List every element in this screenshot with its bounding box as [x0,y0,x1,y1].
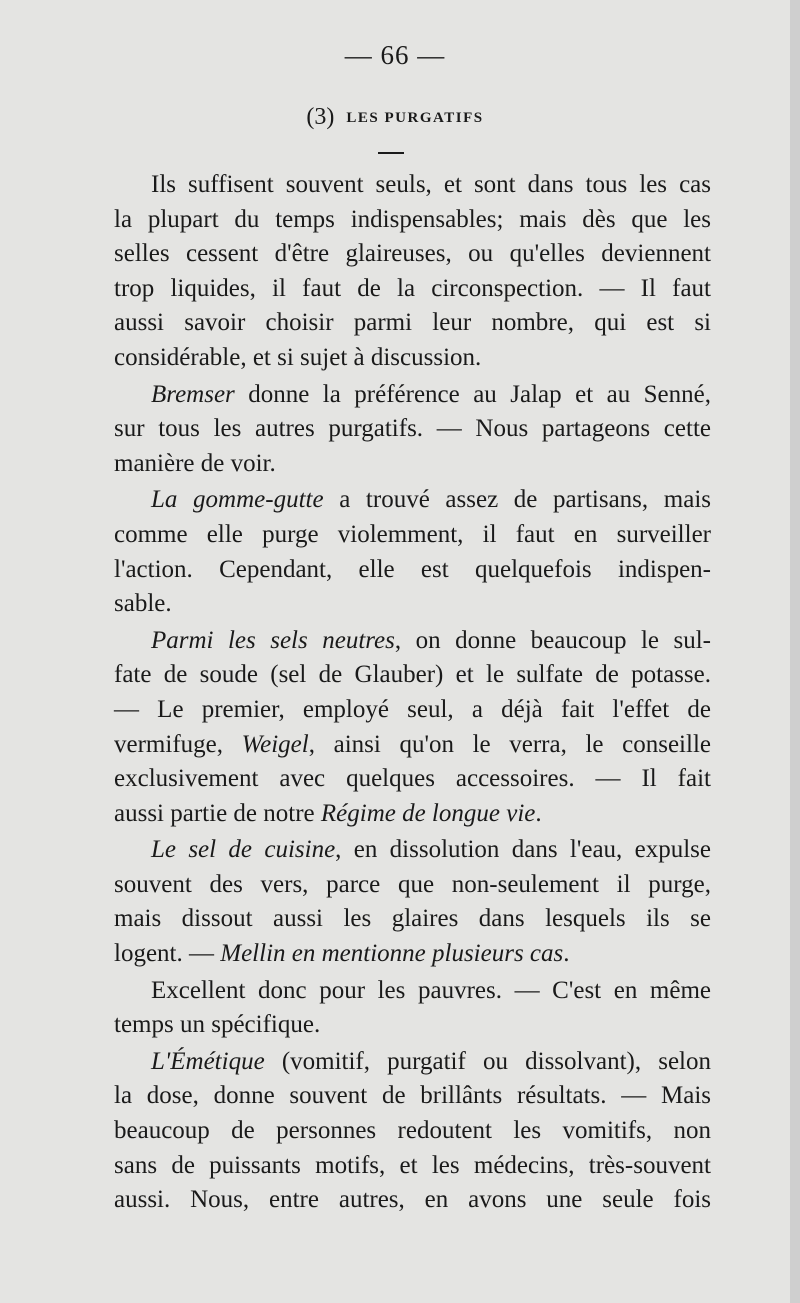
text-line: vermifuge, Weigel, ainsi qu'on le verra, le conseille [114,730,711,758]
text-line: aussi savoir choisir parmi leur nombre, qui est si [114,309,711,337]
paragraph [78,483,711,621]
running-head-title: LES PURGATIFS [346,110,484,126]
head-rule [378,152,404,154]
text-line: — Le premier, employé seul, a déjà fait l'effet de [114,695,711,723]
text-line: sur tous les autres purgatifs. — Nous partageons cette [114,415,711,443]
author-name: Bremser [151,380,235,408]
text-line: Bremser donne la préférence au Jalap et au Senné, [151,380,711,408]
text-line: trop liquides, il faut de la circonspection. — Il faut [114,274,711,302]
italic-term: La gomme-gutte [151,486,324,514]
text-line: souvent des vers, parce que non-seulement il purge, [114,870,711,898]
text-line: aussi. Nous, entre autres, en avons une seule fois [114,1186,711,1214]
body-text [78,168,711,1218]
text-line: Parmi les sels neutres, on donne beaucoup le sul- [151,626,711,654]
text-line: logent. — Mellin en mentionne plusieurs cas. [114,940,570,968]
running-head [0,104,790,131]
text-line: selles cessent d'être glaireuses, ou qu'elles deviennent [114,240,711,268]
page-number: — 66 — [344,40,446,70]
text-line: sans de puissants motifs, et les médecins, très-souvent [114,1151,711,1179]
text-line: exclusivement avec quelques accessoires. — Il fait [114,765,711,793]
text-line: mais dissout aussi les glaires dans lesquels ils se [114,905,711,933]
paragraph [78,168,711,376]
author-name: Weigel [241,730,309,758]
text-line: fate de soude (sel de Glauber) et le sulfate de potasse. [114,661,711,689]
italic-term: Mellin en mentionne plusieurs cas [220,940,564,968]
text-line: Excellent donc pour les pauvres. — C'est en même [151,976,711,1004]
text-line: la plupart du temps indispensables; mais dès que les [114,205,711,233]
paragraph [78,833,711,971]
italic-term: Régime de longue vie [320,799,536,827]
text-line: temps un spécifique. [114,1011,321,1039]
paragraph [78,378,711,482]
text-line: manière de voir. [114,449,276,477]
text-line: beaucoup de personnes redoutent les vomitifs, non [114,1117,711,1145]
text-line: La gomme-gutte a trouvé assez de partisans, mais [151,486,712,514]
paragraph [78,974,711,1043]
italic-term: L'Émétique [151,1047,265,1075]
italic-term: Parmi les sels neutres [151,626,395,654]
text-line: la dose, donne souvent de brillânts résultats. — Mais [114,1082,711,1110]
text-line: L'Émétique (vomitif, purgatif ou dissolvant), selon [151,1047,711,1075]
text-line: sable. [114,590,172,618]
paragraph [78,1045,711,1218]
text-line: considérable, et si sujet à discussion. [114,343,482,371]
text-line: aussi partie de notre Régime de longue vie. [114,799,542,827]
text-line: l'action. Cependant, elle est quelquefois indispen- [114,555,711,583]
paragraph [78,624,711,832]
text-line: Le sel de cuisine, en dissolution dans l'eau, expulse [151,836,711,864]
text-line: Ils suffisent souvent seuls, et sont dans tous les cas [151,171,711,198]
running-head-number: (3) [306,104,335,130]
italic-term: Le sel de cuisine [151,836,336,864]
text-line: comme elle purge violemment, il faut en surveiller [114,520,711,548]
